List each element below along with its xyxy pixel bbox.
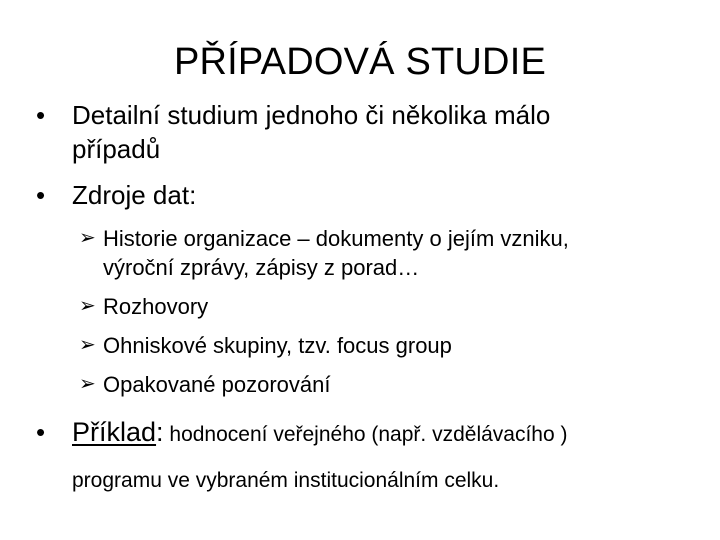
source-text-line: Ohniskové skupiny, tzv. focus group: [103, 333, 452, 358]
source-text-line: Historie organizace – dokumenty o jejím vzniku,: [103, 226, 569, 251]
arrow-bullet-icon: ➢: [79, 295, 96, 317]
source-item-observation: [0, 370, 720, 399]
bullet-detailed-study: [0, 98, 720, 166]
example-line: [72, 415, 680, 452]
bullet-icon: •: [36, 180, 46, 210]
bullet-icon: •: [36, 100, 46, 130]
slide-content: [0, 98, 720, 498]
bullet-example: [0, 415, 720, 452]
slide-title: PŘÍPADOVÁ STUDIE: [173, 41, 546, 83]
source-item-focus-groups: [0, 331, 720, 360]
arrow-bullet-icon: ➢: [79, 373, 96, 395]
source-item-interviews: [0, 292, 720, 321]
arrow-bullet-icon: ➢: [79, 334, 96, 356]
bullet-text-line: Zdroje dat:: [72, 180, 197, 210]
source-text-line: Opakované pozorování: [103, 372, 331, 397]
source-text-line: výroční zprávy, zápisy z porad…: [103, 255, 420, 280]
example-colon: :: [156, 417, 164, 447]
example-text: hodnocení veřejného (např. vzdělávacího ): [163, 423, 568, 446]
bullet-text-line: případů: [72, 134, 161, 164]
example-text-line2: programu ve vybraném institucionálním celku.: [72, 469, 500, 492]
example-label: Příklad: [72, 417, 157, 447]
bullet-icon: •: [36, 417, 46, 447]
arrow-bullet-icon: ➢: [79, 227, 96, 249]
bullet-data-sources: [0, 178, 720, 212]
source-text-line: Rozhovory: [103, 294, 209, 319]
source-item-history: [0, 224, 720, 282]
bullet-text-line: Detailní studium jednoho či několika málo: [72, 100, 551, 130]
data-sources-list: [0, 224, 720, 399]
